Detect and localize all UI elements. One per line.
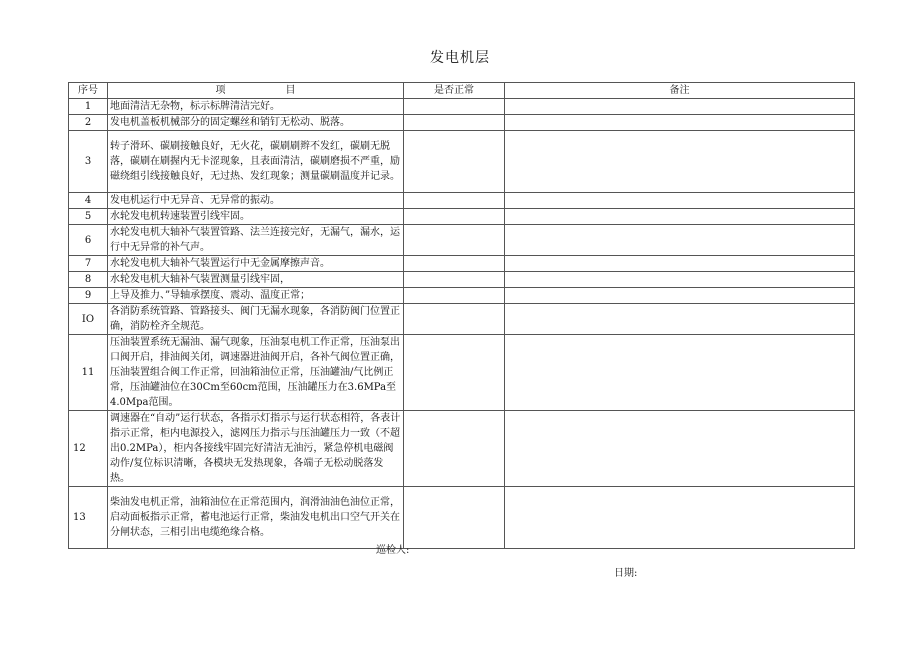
page-title: 发电机层 (430, 50, 490, 66)
row-item-text: 水轮发电机大轴补气装置管路、法兰连接完好，无漏气，漏水，运行中无异常的补气声。 (108, 225, 404, 256)
row-number: 1 (69, 99, 108, 115)
table-row (69, 288, 855, 304)
table-body (69, 99, 855, 549)
table-row (69, 487, 855, 549)
row-remark-cell[interactable] (505, 256, 855, 272)
inspector-label: 巡检人: (376, 545, 410, 556)
row-number: 12 (69, 411, 108, 487)
table-row (69, 193, 855, 209)
row-normal-cell[interactable] (404, 487, 505, 549)
row-item-text: 调速器在“自动”运行状态，各指示灯指示与运行状态相符，各表计指示正常，柜内电源投入，滤网压力指示与压油罐压力一致（不超出0.2MPa），柜内各接线牢固完好清洁无油污，紧急停机电磁阀动作/复位标识清晰，各模块无发热现象，各端子无松动脱落发热。 (108, 411, 404, 487)
row-normal-cell[interactable] (404, 99, 505, 115)
row-item-text: 水轮发电机大轴补气装置测量引线牢固， (108, 272, 404, 288)
row-normal-cell[interactable] (404, 209, 505, 225)
row-number: 6 (69, 225, 108, 256)
row-number: 4 (69, 193, 108, 209)
table-row (69, 272, 855, 288)
header-remark: 备注 (505, 83, 855, 99)
row-number: 7 (69, 256, 108, 272)
row-normal-cell[interactable] (404, 225, 505, 256)
row-item-text: 地面清洁无杂物，标示标牌清洁完好。 (108, 99, 404, 115)
table-row (69, 304, 855, 335)
header-item: 项 目 (108, 83, 404, 99)
row-normal-cell[interactable] (404, 288, 505, 304)
row-normal-cell[interactable] (404, 115, 505, 131)
row-number: 2 (69, 115, 108, 131)
row-remark-cell[interactable] (505, 99, 855, 115)
row-remark-cell[interactable] (505, 272, 855, 288)
table-row (69, 131, 855, 193)
row-normal-cell[interactable] (404, 335, 505, 411)
table-header-row (69, 83, 855, 99)
header-no: 序号 (69, 83, 108, 99)
row-remark-cell[interactable] (505, 225, 855, 256)
row-item-text: 水轮发电机大轴补气装置运行中无金属摩擦声音。 (108, 256, 404, 272)
table-row (69, 225, 855, 256)
row-item-text: 水轮发电机转速装置引线牢固。 (108, 209, 404, 225)
row-normal-cell[interactable] (404, 411, 505, 487)
table-row (69, 256, 855, 272)
row-item-text: 发电机盖板机械部分的固定螺丝和销钉无松动、脱落。 (108, 115, 404, 131)
row-normal-cell[interactable] (404, 272, 505, 288)
row-item-text: 压油装置系统无漏油、漏气现象，压油泵电机工作正常，压油泵出口阀开启，排油阀关闭，调速器进油阀开启，各补气阀位置正确，压油装置组合阀工作正常，回油箱油位正常，压油罐油/气比例正常，压油罐油位在30Cm至60cm范围，压油罐压力在3.6MPa至4.0Mpa范围。 (108, 335, 404, 411)
row-remark-cell[interactable] (505, 193, 855, 209)
row-item-text: 发电机运行中无异音、无异常的振动。 (108, 193, 404, 209)
row-item-text: 各消防系统管路、管路接头、阀门无漏水现象，各消防阀门位置正确，消防栓齐全规范。 (108, 304, 404, 335)
row-number: 9 (69, 288, 108, 304)
row-normal-cell[interactable] (404, 256, 505, 272)
row-remark-cell[interactable] (505, 115, 855, 131)
table-row (69, 99, 855, 115)
row-normal-cell[interactable] (404, 131, 505, 193)
row-normal-cell[interactable] (404, 193, 505, 209)
row-number: 3 (69, 131, 108, 193)
row-remark-cell[interactable] (505, 304, 855, 335)
header-normal: 是否正常 (404, 83, 505, 99)
row-remark-cell[interactable] (505, 131, 855, 193)
row-normal-cell[interactable] (404, 304, 505, 335)
row-remark-cell[interactable] (505, 487, 855, 549)
row-item-text: 上导及推力、”导轴承摆度、震动、温度正常； (108, 288, 404, 304)
row-number: 11 (69, 335, 108, 411)
date-label: 日期: (614, 568, 638, 579)
table-row (69, 411, 855, 487)
row-remark-cell[interactable] (505, 335, 855, 411)
row-item-text: 柴油发电机正常，油箱油位在正常范围内，润滑油油色油位正常，启动面板指示正常，蓄电池运行正常，柴油发电机出口空气开关在分闸状态，三相引出电缆绝缘合格。 (108, 487, 404, 549)
row-remark-cell[interactable] (505, 411, 855, 487)
row-number: 5 (69, 209, 108, 225)
row-item-text: 转子滑环、碳刷接触良好，无火花，碳刷刷辫不发红，碳刷无脱落，碳刷在刷握内无卡涩现象，且表面清洁，碳刷磨损不严重，励磁绕组引线接触良好，无过热、发红现象；测量碳刷温度并记录。 (108, 131, 404, 193)
row-number: 8 (69, 272, 108, 288)
row-number: 13 (69, 487, 108, 549)
table-row (69, 115, 855, 131)
row-remark-cell[interactable] (505, 288, 855, 304)
row-remark-cell[interactable] (505, 209, 855, 225)
table-row (69, 209, 855, 225)
inspection-table (68, 82, 855, 549)
row-number: IO (69, 304, 108, 335)
table-row (69, 335, 855, 411)
